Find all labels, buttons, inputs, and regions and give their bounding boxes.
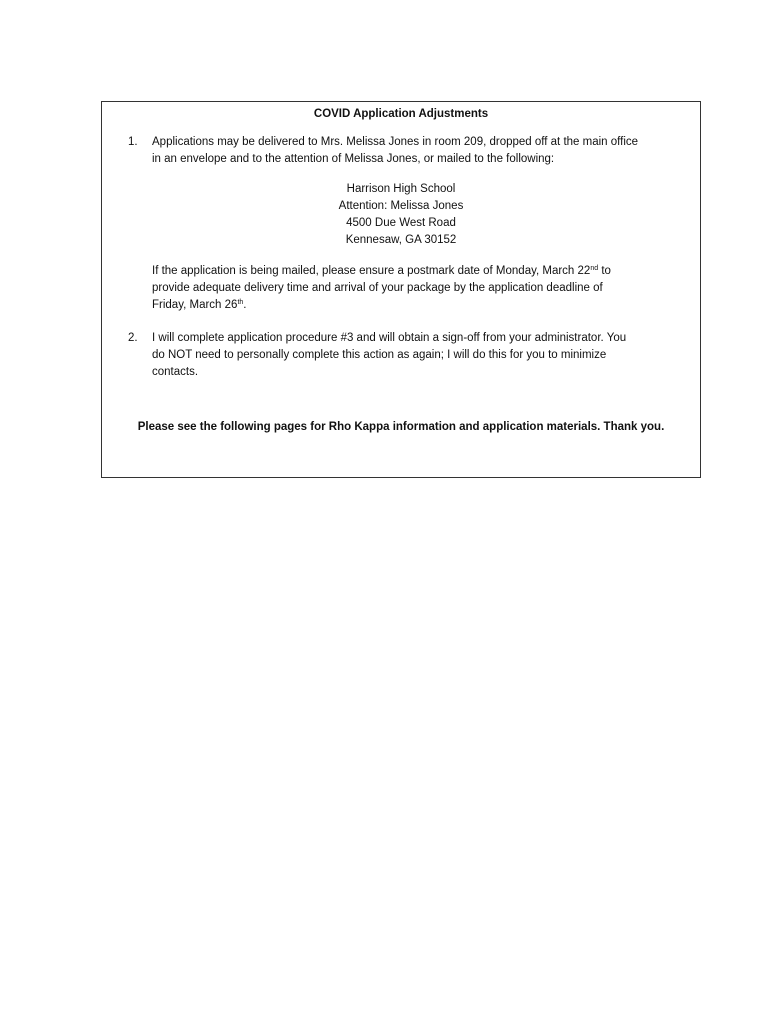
mailing-note xyxy=(152,263,611,314)
item-2-number: 2. xyxy=(128,332,138,344)
address-line-4: Kennesaw, GA 30152 xyxy=(345,234,457,246)
address-line-1: Harrison High School xyxy=(346,183,456,195)
item-2-text xyxy=(152,330,626,381)
mailing-address xyxy=(102,181,700,249)
mailing-note-line-1: If the application is being mailed, please ensure a postmark date of Monday, March 22nd to xyxy=(152,265,611,277)
item-2-line-2: do NOT need to personally complete this action as again; I will do this for you to minimize xyxy=(152,349,607,361)
address-line-3: 4500 Due West Road xyxy=(346,217,456,229)
item-1-line-1: Applications may be delivered to Mrs. Melissa Jones in room 209, dropped off at the main office xyxy=(152,136,639,148)
mailing-note-line-3: Friday, March 26th. xyxy=(152,299,247,311)
mailing-note-line-2: provide adequate delivery time and arrival of your package by the application deadline of xyxy=(152,282,603,294)
item-1-text xyxy=(152,134,638,168)
item-2-line-1: I will complete application procedure #3 and will obtain a sign-off from your administrator. You xyxy=(152,332,627,344)
item-2-line-3: contacts. xyxy=(152,366,199,378)
address-line-2: Attention: Melissa Jones xyxy=(338,200,464,212)
notice-title: COVID Application Adjustments xyxy=(313,108,489,120)
covid-notice-box xyxy=(101,101,701,478)
item-1-line-2: in an envelope and to the attention of Melissa Jones, or mailed to the following: xyxy=(152,153,555,165)
item-1-number: 1. xyxy=(128,136,138,148)
closing-statement: Please see the following pages for Rho Kappa information and application materials. Thank you. xyxy=(137,421,665,433)
